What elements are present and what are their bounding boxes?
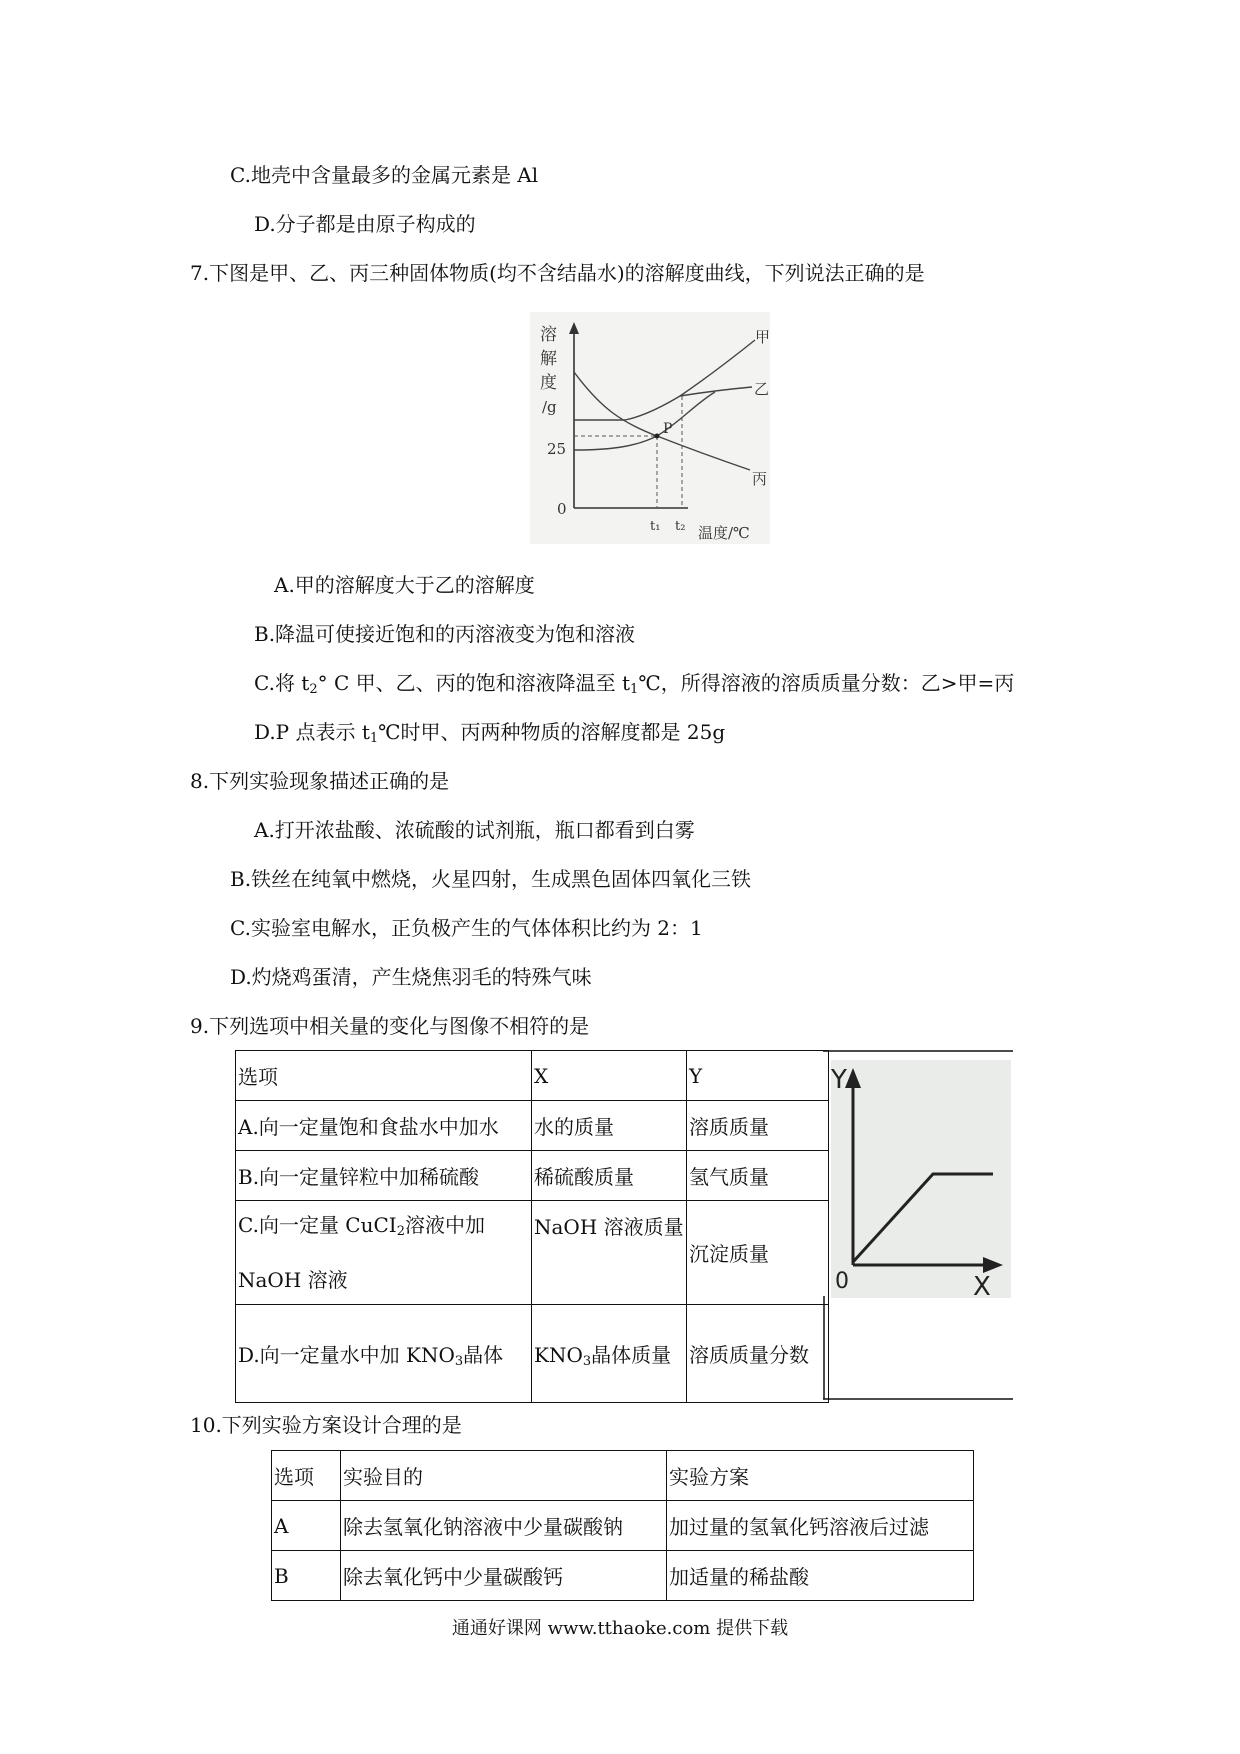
q8-stem: 8.下列实验现象描述正确的是 (190, 769, 450, 793)
q7-c-mid: ° C 甲、乙、丙的饱和溶液降温至 t (317, 671, 631, 695)
q7-option-c (254, 670, 1014, 703)
q7-c-post: ℃，所得溶液的溶质质量分数：乙>甲=丙 (638, 671, 1015, 695)
y-label-char-1: 溶 (540, 325, 557, 345)
q9-y-label: Y (831, 1065, 847, 1095)
point-p-label: P (663, 421, 673, 437)
q9-d-x-text: KNO (534, 1342, 583, 1367)
q9-d-x-sub: 3 (582, 1353, 592, 1369)
q9-c-text: C.向一定量 CuCI (238, 1213, 397, 1237)
q9-origin-label: 0 (835, 1269, 849, 1294)
q9-table (235, 1050, 829, 1403)
y-tick-25: 25 (547, 440, 567, 458)
table-row (272, 1451, 974, 1501)
table-row (272, 1551, 974, 1601)
q9-row-d-option (236, 1305, 532, 1403)
q10-header-scheme: 实验方案 (667, 1451, 974, 1501)
q8-option-c: C.实验室电解水，正负极产生的气体体积比约为 2：1 (230, 916, 703, 940)
q9-row-a-y: 溶质质量 (687, 1101, 829, 1151)
point-p (655, 434, 660, 439)
q9-stem: 9.下列选项中相关量的变化与图像不相符的是 (190, 1014, 590, 1038)
q9-c-cont2: NaOH 溶液 (238, 1268, 348, 1292)
q7-option-b: B.降温可使接近饱和的丙溶液变为饱和溶液 (254, 622, 636, 646)
q9-d-text: D.向一定量水中加 KNO (238, 1342, 455, 1367)
q7-d-post: ℃时甲、丙两种物质的溶解度都是 25g (378, 720, 726, 744)
q10-stem: 10.下列实验方案设计合理的是 (190, 1413, 462, 1437)
page-footer: 通通好课网 www.tthaoke.com 提供下载 (451, 1618, 789, 1639)
q9-row-c-option (236, 1201, 532, 1305)
q9-header-y: Y (687, 1051, 829, 1101)
q9-row-d-y: 溶质质量分数 (687, 1305, 829, 1403)
q6-option-d: D.分子都是由原子构成的 (254, 212, 476, 236)
q9-header-x: X (532, 1051, 687, 1101)
q9-row-b-x: 稀硫酸质量 (532, 1151, 687, 1201)
y-label-unit: /g (542, 398, 557, 416)
q7-d-sub: 1 (369, 731, 379, 746)
q7-c-sub2: 1 (630, 682, 639, 697)
q9-row-a-x: 水的质量 (532, 1101, 687, 1151)
q10-header-purpose: 实验目的 (341, 1451, 667, 1501)
q10-table (271, 1450, 974, 1601)
q10-row-b-purpose: 除去氧化钙中少量碳酸钙 (341, 1551, 667, 1601)
curve-label-yi: 乙 (754, 380, 770, 398)
x-tick-t2: t₂ (675, 519, 686, 534)
q9-c-cont1: 溶液中加 (404, 1213, 485, 1237)
q10-row-a-scheme: 加过量的氢氧化钙溶液后过滤 (667, 1501, 974, 1551)
q9-header-option: 选项 (236, 1051, 532, 1101)
q7-option-a: A.甲的溶解度大于乙的溶解度 (274, 573, 535, 597)
table-row (236, 1051, 829, 1101)
table-row (236, 1305, 829, 1403)
q9-x-label: X (973, 1272, 991, 1302)
q9-d-cont: 晶体 (463, 1342, 504, 1367)
origin-label: 0 (557, 500, 567, 518)
q9-c-sub: 2 (396, 1224, 405, 1239)
q9-row-c-x: NaOH 溶液质量 (532, 1201, 687, 1305)
q9-row-b-option: B.向一定量锌粒中加稀硫酸 (236, 1151, 532, 1201)
q9-row-b-y: 氢气质量 (687, 1151, 829, 1201)
q8-option-d: D.灼烧鸡蛋清，产生烧焦羽毛的特殊气味 (230, 965, 592, 989)
q10-row-a-purpose: 除去氢氧化钠溶液中少量碳酸钠 (341, 1501, 667, 1551)
q8-option-a: A.打开浓盐酸、浓硫酸的试剂瓶，瓶口都看到白雾 (254, 818, 695, 842)
q9-row-d-x (532, 1305, 687, 1403)
y-label-char-3: 度 (540, 373, 557, 393)
table-row (236, 1151, 829, 1201)
q9-d-sub: 3 (454, 1353, 464, 1369)
table-row (236, 1101, 829, 1151)
q9-graph-cell (823, 1050, 1013, 1400)
table-row (272, 1501, 974, 1551)
q7-option-d (254, 719, 725, 752)
q7-c-sub1: 2 (309, 682, 318, 697)
y-label-char-2: 解 (540, 349, 557, 369)
q10-row-b-option: B (272, 1551, 341, 1601)
q7-d-pre: D.P 点表示 t (254, 720, 370, 744)
x-tick-t1: t₁ (650, 519, 661, 534)
q9-d-x-cont: 晶体质量 (591, 1342, 672, 1367)
q10-header-option: 选项 (272, 1451, 341, 1501)
q7-stem: 7.下图是甲、乙、丙三种固体物质(均不含结晶水)的溶解度曲线，下列说法正确的是 (190, 261, 925, 285)
curve-label-bing: 丙 (752, 470, 768, 488)
q6-option-c: C.地壳中含量最多的金属元素是 Al (230, 163, 539, 187)
q10-row-a-option: A (272, 1501, 341, 1551)
q8-option-b: B.铁丝在纯氧中燃烧，火星四射，生成黑色固体四氧化三铁 (230, 867, 752, 891)
q9-row-a-option: A.向一定量饱和食盐水中加水 (236, 1101, 532, 1151)
curve-label-jia: 甲 (755, 328, 770, 346)
solubility-curve-figure (530, 312, 770, 544)
q7-c-pre: C.将 t (254, 671, 310, 695)
table-row (236, 1201, 829, 1305)
q10-row-b-scheme: 加适量的稀盐酸 (667, 1551, 974, 1601)
q9-row-c-y: 沉淀质量 (687, 1201, 829, 1305)
x-axis-label: 温度/℃ (698, 524, 750, 542)
